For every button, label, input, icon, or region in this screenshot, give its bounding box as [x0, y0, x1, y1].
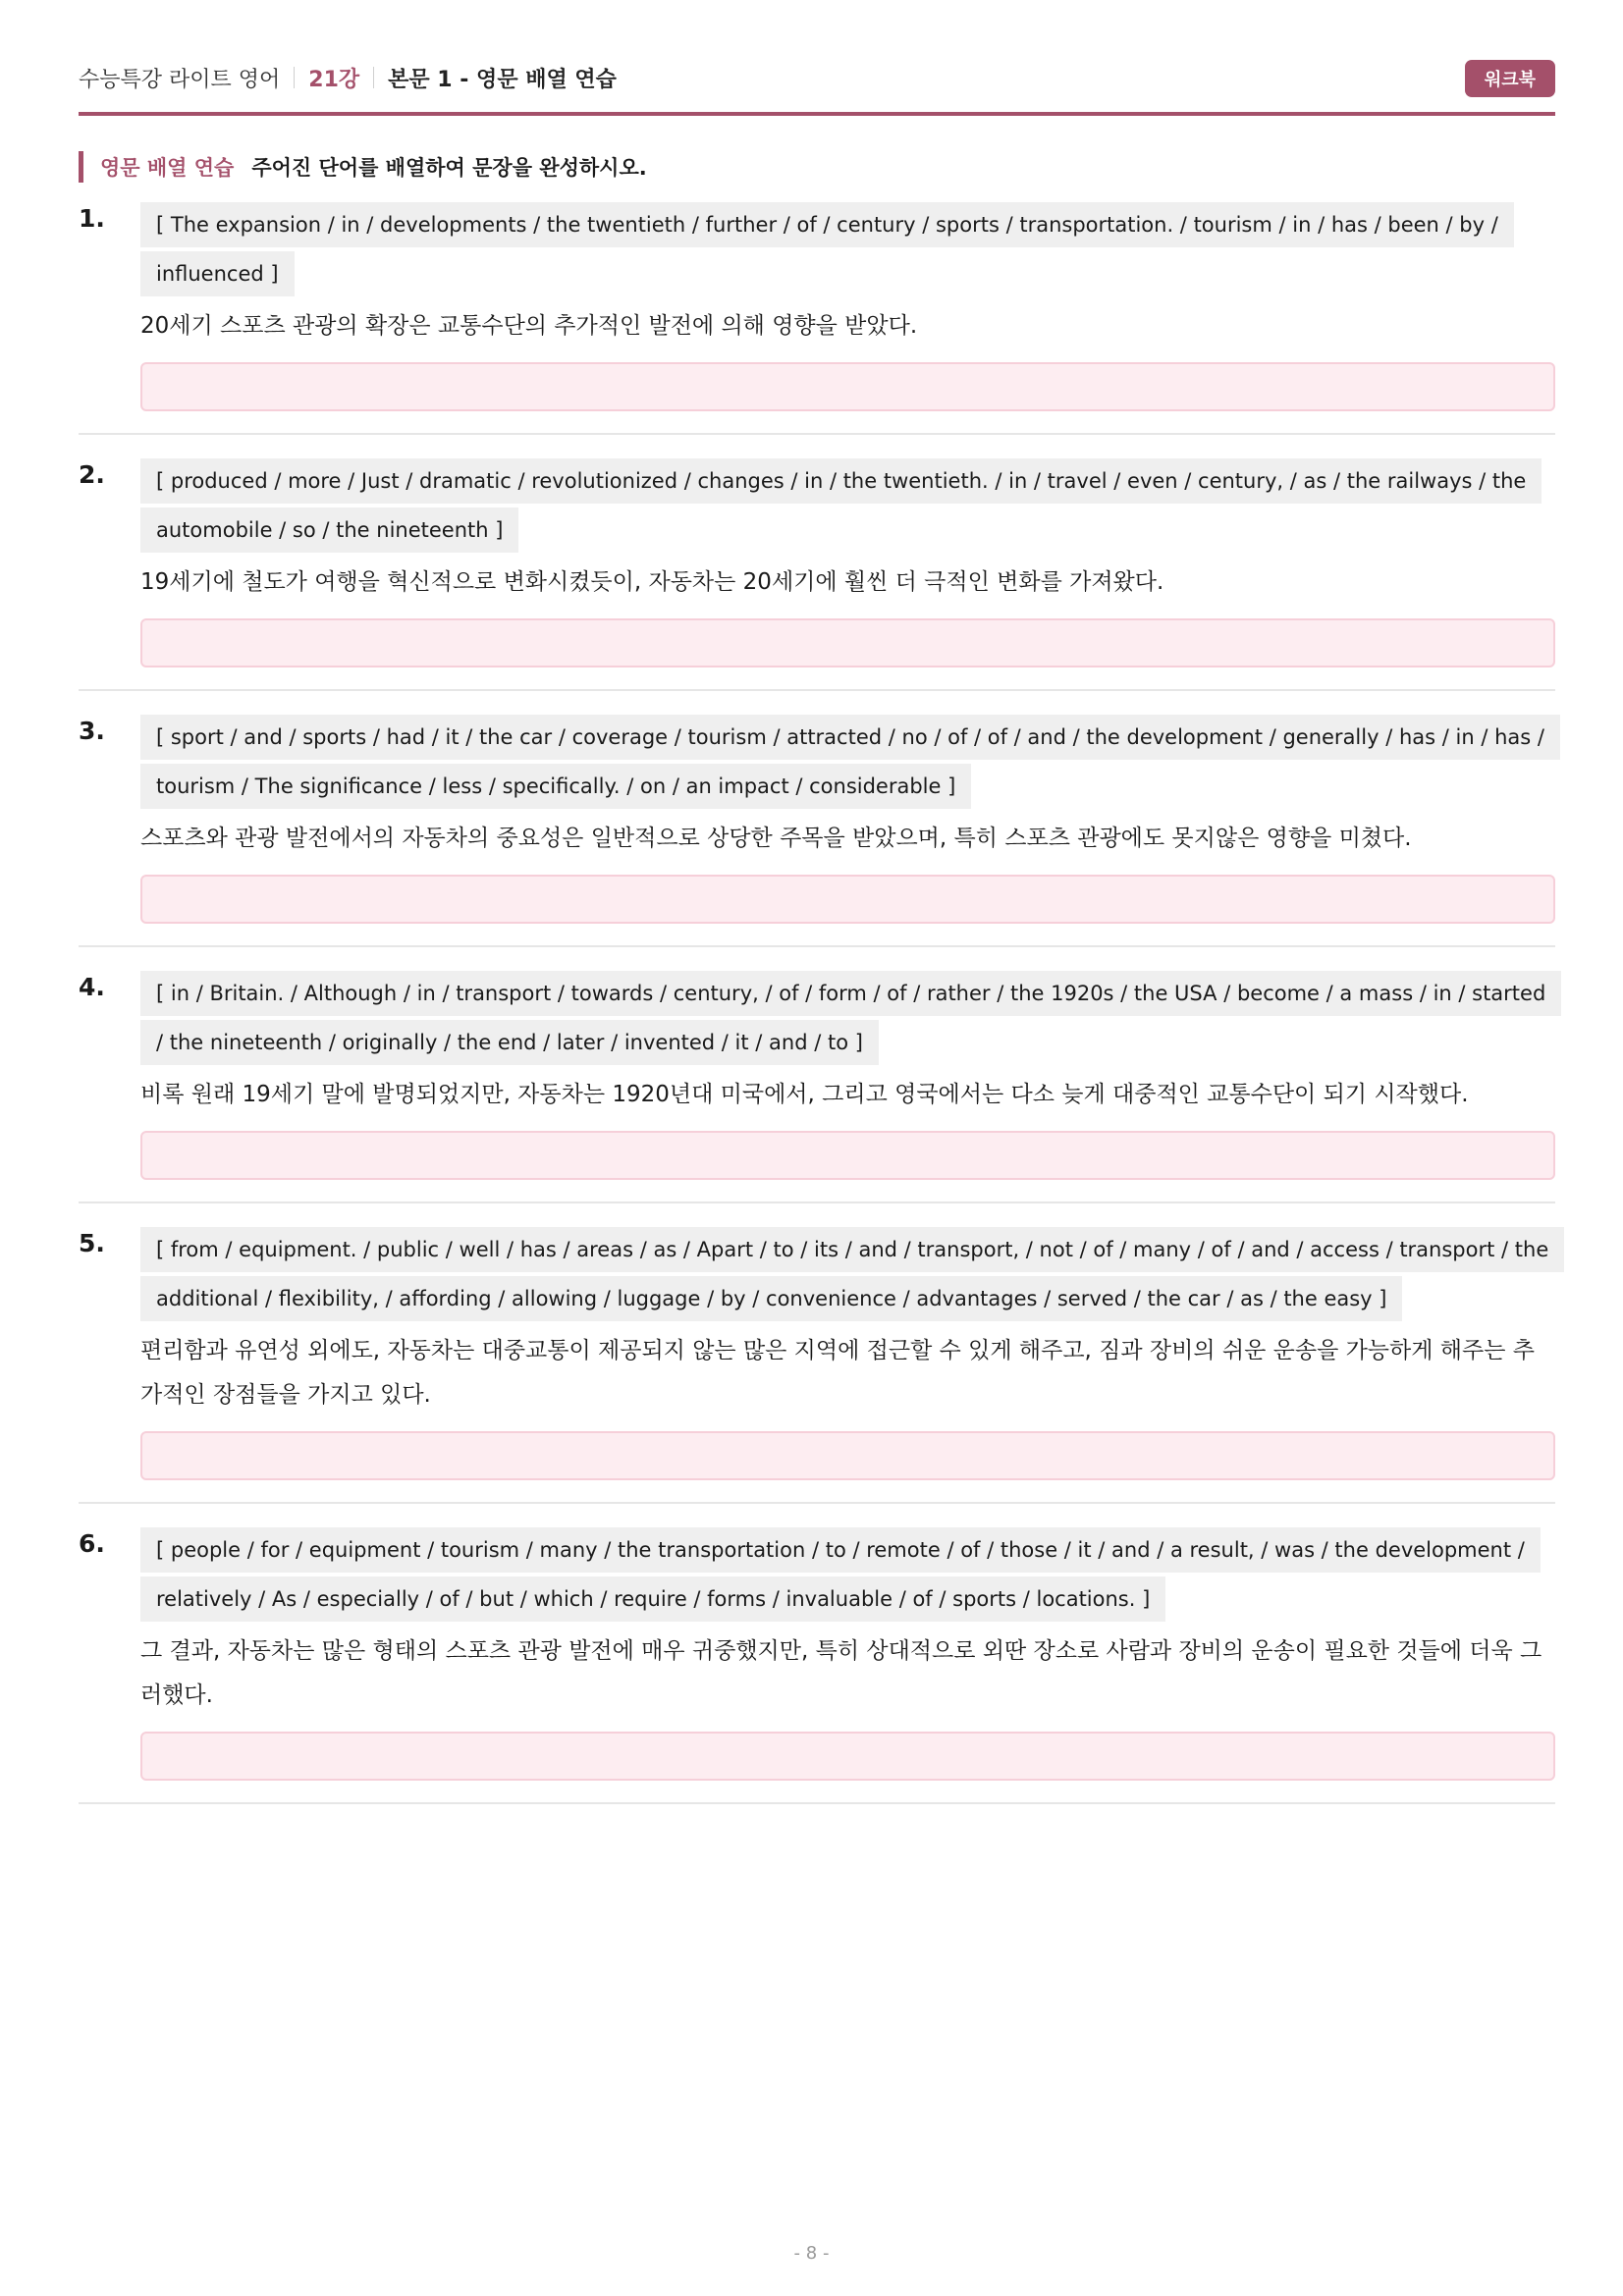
korean-translation: 그 결과, 자동차는 많은 형태의 스포츠 관광 발전에 매우 귀중했지만, 특히 상대적으로 외딴 장소로 사람과 장비의 운송이 필요한 것들에 더욱 그러했다.	[140, 1638, 1542, 1708]
header-separator	[373, 67, 374, 88]
word-bank-text: [ produced / more / Just / dramatic / revolutionized / changes / in / the twentieth. / in / travel / even / century, / as / the railways / the automobile / so / the nineteenth ]	[140, 458, 1542, 553]
answer-box[interactable]	[140, 1732, 1555, 1781]
word-bank	[140, 713, 1555, 811]
answer-box[interactable]	[140, 362, 1555, 411]
answer-box[interactable]	[140, 875, 1555, 924]
question-number: 1.	[79, 204, 105, 233]
section-label: 영문 배열 연습	[100, 156, 235, 180]
item-divider	[79, 1502, 1555, 1504]
question-item	[79, 969, 1555, 1180]
question-item	[79, 200, 1555, 411]
korean-translation: 20세기 스포츠 관광의 확장은 교통수단의 추가적인 발전에 의해 영향을 받았다.	[140, 313, 918, 339]
answer-box[interactable]	[140, 618, 1555, 667]
word-bank	[140, 1225, 1555, 1323]
word-bank-text: [ The expansion / in / developments / the twentieth / further / of / century / sports / transportation. / tourism / in / has / been / by / influenced ]	[140, 202, 1514, 296]
word-bank	[140, 456, 1555, 555]
workbook-badge: 워크북	[1465, 60, 1555, 97]
question-number: 4.	[79, 973, 105, 1001]
header-rule	[79, 112, 1555, 116]
item-divider	[79, 1802, 1555, 1804]
korean-translation: 19세기에 철도가 여행을 혁신적으로 변화시켰듯이, 자동차는 20세기에 훨씬 더 극적인 변화를 가져왔다.	[140, 569, 1164, 595]
word-bank	[140, 1525, 1555, 1624]
korean-translation: 편리함과 유연성 외에도, 자동차는 대중교통이 제공되지 않는 많은 지역에 접근할 수 있게 해주고, 짐과 장비의 쉬운 운송을 가능하게 해주는 추가적인 장점들을 가지고 있다.	[140, 1338, 1535, 1408]
question-number: 5.	[79, 1229, 105, 1257]
answer-box[interactable]	[140, 1131, 1555, 1180]
word-bank	[140, 200, 1555, 298]
question-item	[79, 456, 1555, 667]
word-bank	[140, 969, 1555, 1067]
word-bank-text: [ in / Britain. / Although / in / transport / towards / century, / of / form / of / rather / the 1920s / the USA / become / a mass / in / started / the nineteenth / originally / the end / later / invented / it / and / to ]	[140, 971, 1561, 1065]
word-bank-text: [ sport / and / sports / had / it / the car / coverage / tourism / attracted / no / of / of / and / the development / generally / has / in / has / tourism / The significance / less / specifically. / on / an impact / considerable ]	[140, 715, 1560, 809]
question-item	[79, 1525, 1555, 1781]
word-bank-text: [ from / equipment. / public / well / has / areas / as / Apart / to / its / and / transport, / not / of / many / of / and / access / transport / the additional / flexibility, / affording / allowing / luggage / by / convenience / advantages / served / the car / as / the easy ]	[140, 1227, 1564, 1321]
lesson-number: 21강	[308, 67, 360, 92]
workbook-page	[79, 57, 1555, 1826]
item-divider	[79, 433, 1555, 435]
korean-translation: 스포츠와 관광 발전에서의 자동차의 중요성은 일반적으로 상당한 주목을 받았으며, 특히 스포츠 관광에도 못지않은 영향을 미쳤다.	[140, 826, 1412, 851]
question-number: 6.	[79, 1529, 105, 1558]
section-heading	[79, 151, 1555, 183]
word-bank-text: [ people / for / equipment / tourism / many / the transportation / to / remote / of / those / it / and / a result, / was / the development / relatively / As / especially / of / but / which / require / forms / invaluable / of / sports / locations. ]	[140, 1527, 1541, 1622]
question-number: 2.	[79, 460, 105, 489]
item-divider	[79, 689, 1555, 691]
header-separator	[294, 67, 295, 88]
item-divider	[79, 1201, 1555, 1203]
item-divider	[79, 945, 1555, 947]
page-title: 본문 1 - 영문 배열 연습	[388, 67, 617, 92]
question-item	[79, 713, 1555, 924]
book-title: 수능특강 라이트 영어	[79, 67, 281, 92]
section-accent-bar	[79, 151, 83, 183]
korean-translation: 비록 원래 19세기 말에 발명되었지만, 자동차는 1920년대 미국에서, 그리고 영국에서는 다소 늦게 대중적인 교통수단이 되기 시작했다.	[140, 1082, 1469, 1107]
page-header	[79, 57, 1555, 98]
answer-box[interactable]	[140, 1431, 1555, 1480]
question-number: 3.	[79, 717, 105, 745]
question-item	[79, 1225, 1555, 1480]
section-instruction: 주어진 단어를 배열하여 문장을 완성하시오.	[251, 156, 647, 180]
page-number: - 8 -	[793, 2243, 830, 2264]
